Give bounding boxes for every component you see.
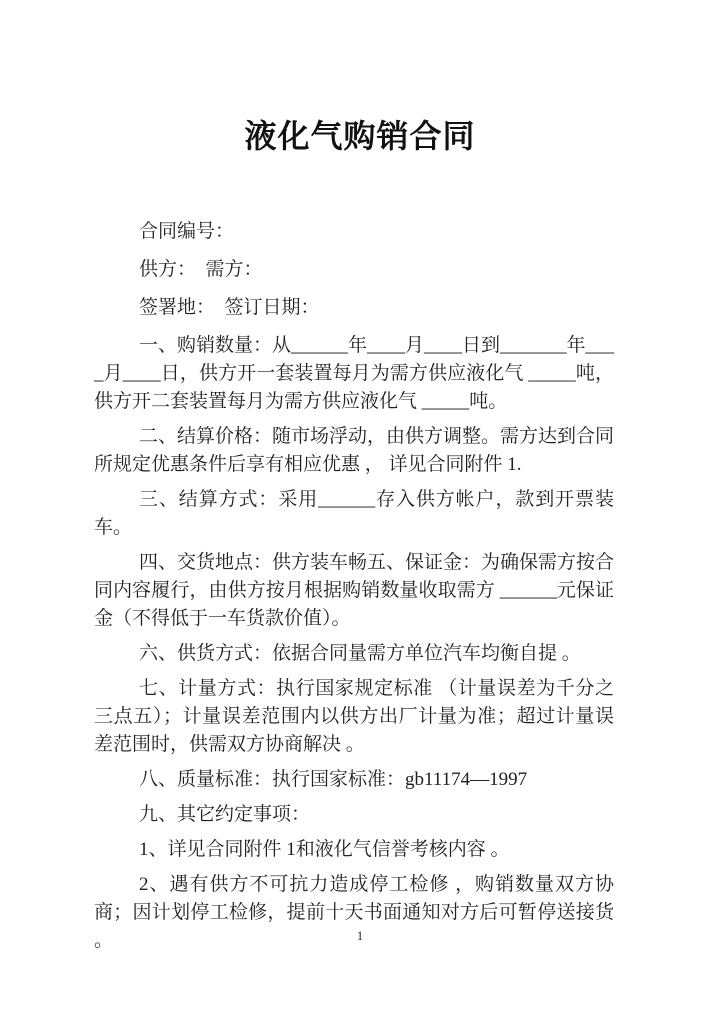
clause-price: 二、结算价格：随市场浮动，由供方调整。需方达到合同所规定优惠条件后享有相应优惠 ， 详见合同附件 1. [94, 426, 615, 475]
clause-delivery-and-deposit: 四、交货地点：供方装车畅五、保证金：为确保需方按合同内容履行，由供方按月根据购销数量收取需方 ______元保证金（不得低于一车货款价值）。 [94, 552, 615, 629]
clause-quality-standard: 八、质量标准：执行国家标准：gb11174—1997 [139, 769, 528, 790]
clause-supply-method: 六、供货方式：依据合同量需方单位汽车均衡自提 。 [139, 643, 581, 664]
contract-number-line: 合同编号： [139, 221, 235, 242]
other-term-item-2: 2、遇有供方不可抗力造成停工检修 ，购销数量双方协商；因计划停工检修，提前十天书面通知对方后可暂停送接货 。 [94, 874, 619, 951]
clause-other-terms-heading: 九、其它约定事项： [139, 804, 311, 825]
document-title: 液化气购销合同 [244, 118, 476, 154]
clause-quantity: 一、购销数量：从______年____月____日到_______年____月____日，供方开一套装置每月为需方供应液化气 _____吨，供方开二套装置每月为需方供应液化气 _____吨。 [94, 335, 615, 412]
document-body [0, 218, 720, 955]
parties-line: 供方： 需方： [139, 259, 263, 280]
clause-measurement: 七、计量方式：执行国家规定标准 （计量误差为千分之三点五）；计量误差范围内以供方出厂计量为准；超过计量误差范围时，供需双方协商解决 。 [94, 678, 614, 755]
signing-info-line: 签署地： 签订日期： [139, 297, 320, 318]
page-number: 1 [356, 928, 364, 943]
other-term-item-1: 1、详见合同附件 1和液化气信誉考核内容 。 [139, 839, 510, 860]
clause-settlement-method: 三、结算方式：采用______存入供方帐户，款到开票装车。 [94, 489, 614, 538]
